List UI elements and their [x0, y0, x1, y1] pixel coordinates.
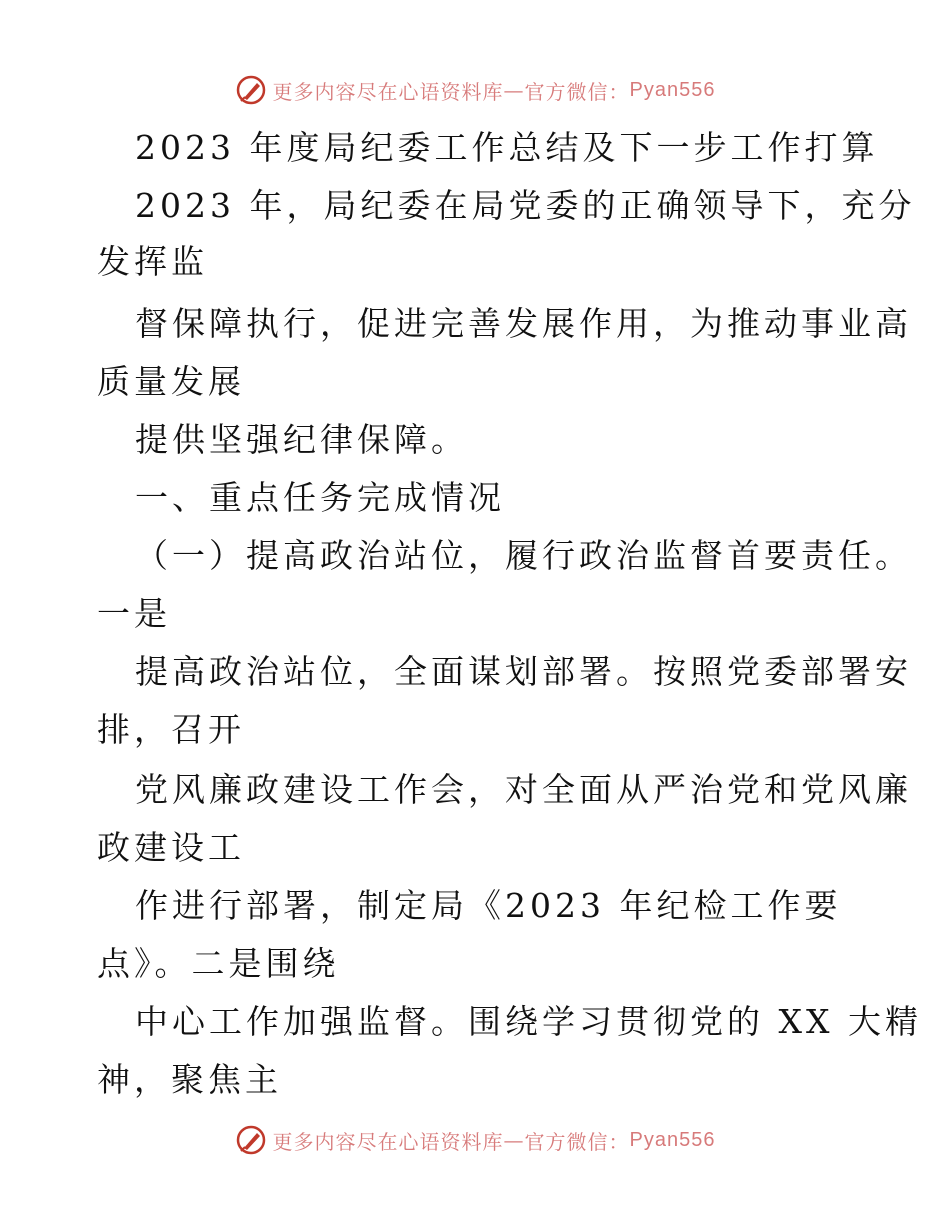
- footer-watermark: [0, 1120, 950, 1160]
- watermark-separator: —: [503, 78, 525, 102]
- pen-logo-icon: [235, 74, 267, 106]
- paragraph-line: 提供坚强纪律保障。: [135, 420, 468, 459]
- watermark-main-text: 更多内容尽在心语资料库: [272, 1129, 504, 1154]
- paragraph-line: 发挥监: [97, 242, 208, 281]
- pen-logo-icon: [235, 1124, 267, 1156]
- subsection-heading: （一）提高政治站位，履行政治监督首要责任。: [135, 536, 912, 575]
- header-watermark: [0, 70, 950, 110]
- paragraph-line: 作进行部署，制定局《2023 年纪检工作要: [135, 886, 842, 925]
- paragraph-line: 2023 年，局纪委在局党委的正确领导下，充分: [135, 186, 916, 225]
- watermark-main-text: 更多内容尽在心语资料库: [272, 79, 504, 104]
- watermark-separator: —: [503, 1128, 525, 1152]
- watermark-wechat-label: 官方微信：: [524, 1129, 630, 1154]
- watermark-wechat-id: Pyan556: [629, 78, 716, 101]
- paragraph-line: 点》。二是围绕: [97, 944, 340, 983]
- paragraph-line: 神，聚焦主: [97, 1060, 282, 1099]
- paragraph-line: 党风廉政建设工作会，对全面从严治党和党风廉: [135, 770, 912, 809]
- watermark-wechat-id: Pyan556: [629, 1128, 716, 1151]
- document-title: 2023 年度局纪委工作总结及下一步工作打算: [135, 128, 879, 167]
- paragraph-line: 政建设工: [97, 828, 245, 867]
- paragraph-line: 提高政治站位，全面谋划部署。按照党委部署安: [135, 652, 912, 691]
- paragraph-line: 一是: [97, 594, 171, 633]
- paragraph-line: 质量发展: [97, 362, 245, 401]
- paragraph-line: 督保障执行，促进完善发展作用，为推动事业高: [135, 304, 912, 343]
- watermark-wechat-label: 官方微信：: [524, 79, 630, 104]
- section-heading: 一、重点任务完成情况: [135, 478, 505, 517]
- paragraph-line: 中心工作加强监督。围绕学习贯彻党的 XX 大精: [135, 1002, 922, 1041]
- paragraph-line: 排，召开: [97, 710, 245, 749]
